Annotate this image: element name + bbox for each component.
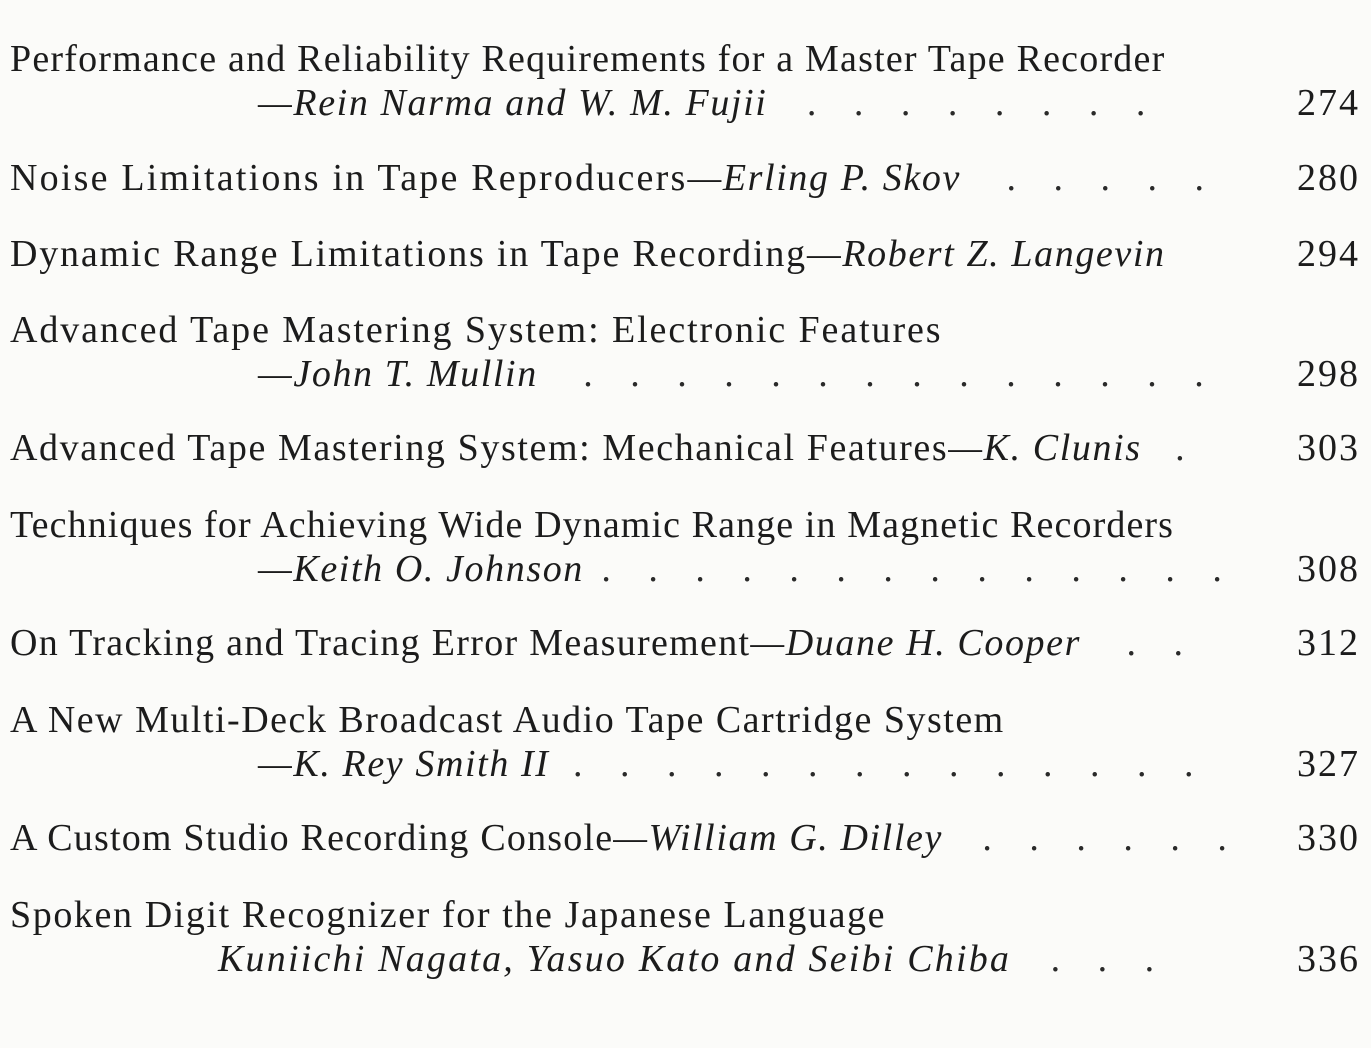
entry-title: Advanced Tape Mastering System: Electronic Features [10,309,943,351]
toc-entry [10,621,1360,665]
leader-dots: . . . . . [1006,157,1218,199]
toc-entry [10,893,1360,981]
page-number: 294 [1297,233,1360,275]
leader-dots: . . . . . . . . . . . . . . [583,353,1218,395]
entry-author: —Erling P. Skov [687,157,961,199]
entry-author: —K. Clunis [948,427,1142,469]
entry-title: Noise Limitations in Tape Reproducers [10,157,688,199]
entry-title: On Tracking and Tracing Error Measurement [10,622,751,664]
toc-entry [10,156,1360,200]
entry-author: —Rein Narma and W. M. Fujii [258,82,768,124]
page-number: 303 [1297,427,1360,469]
entry-title: Spoken Digit Recognizer for the Japanese Language [10,894,887,936]
leader-dots: . . . . . . . . [806,82,1160,124]
toc-entry [10,816,1360,860]
leader-dots: . . . [1050,938,1169,980]
entry-title: Dynamic Range Limitations in Tape Recording [10,233,807,275]
page-number: 298 [1297,353,1360,395]
entry-author: Kuniichi Nagata, Yasuo Kato and Seibi Chiba [218,938,1012,980]
toc-entry [10,308,1360,396]
toc-entry [10,37,1360,125]
page-number: 274 [1297,82,1360,124]
page-number: 308 [1297,548,1360,590]
page-number: 336 [1297,938,1360,980]
toc-entry [10,232,1360,276]
entry-title: Advanced Tape Mastering System: Mechanical Features [10,427,949,469]
entry-author: —Robert Z. Langevin [806,233,1166,275]
entry-author: —Duane H. Cooper [750,622,1082,664]
leader-dots: . . . . . . . . . . . . . . [573,743,1208,785]
toc-entry [10,426,1360,470]
page-number: 327 [1297,743,1360,785]
page-number: 280 [1297,157,1360,199]
entry-title: Techniques for Achieving Wide Dynamic Range in Magnetic Recorders [10,504,1175,546]
entry-author: —William G. Dilley [613,817,943,859]
page-number: 312 [1297,622,1360,664]
leader-dots: . [1175,427,1199,469]
entry-author: —K. Rey Smith II [258,743,550,785]
leader-dots: . . [1126,622,1198,664]
entry-author: —John T. Mullin [258,353,538,395]
toc-entry [10,698,1360,786]
leader-dots: . . . . . . . . . . . . . . [601,548,1236,590]
toc-entry [10,503,1360,591]
entry-author: —Keith O. Johnson [258,548,584,590]
entry-title: A Custom Studio Recording Console [10,817,614,859]
page-number: 330 [1297,817,1360,859]
entry-title: A New Multi-Deck Broadcast Audio Tape Cartridge System [10,699,1005,741]
entry-title: Performance and Reliability Requirements for a Master Tape Recorder [10,38,1166,80]
leader-dots: . . . . . . [982,817,1241,859]
